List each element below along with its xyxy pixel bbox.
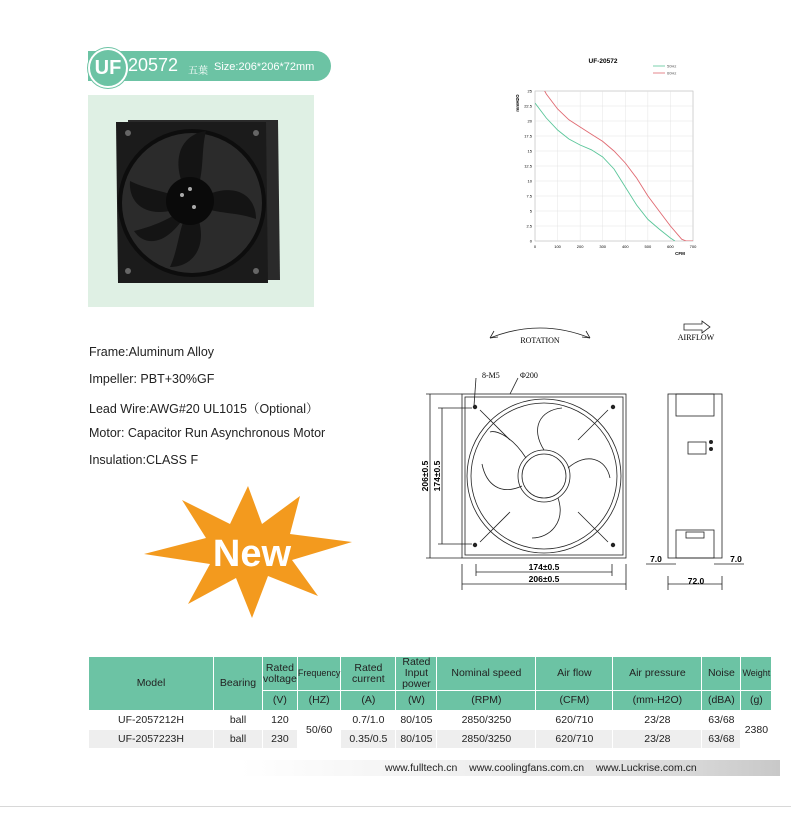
header-power: Rated Input power: [396, 657, 437, 691]
size-label: Size:206*206*72mm: [214, 61, 315, 73]
chart-y-label: mmH2O: [515, 94, 520, 112]
cell-frequency: 50/60: [297, 711, 341, 749]
cell-speed: 2850/3250: [437, 730, 536, 749]
x-tick-label: 200: [576, 244, 584, 249]
header-voltage: Rated voltage: [263, 657, 298, 691]
dim-206-vertical: 206±0.5: [420, 460, 430, 492]
header-speed: Nominal speed: [437, 657, 536, 691]
y-tick-label: 5: [529, 208, 532, 214]
rotation-label: ROTATION: [520, 336, 560, 345]
technical-drawing: [400, 318, 760, 593]
y-tick-label: 17.5: [524, 133, 532, 139]
cell-bearing: ball: [214, 730, 263, 749]
x-tick-label: 500: [644, 244, 652, 249]
header-noise: Noise: [702, 657, 741, 691]
header-bearing: Bearing: [214, 657, 263, 711]
cell-bearing: ball: [214, 711, 263, 730]
x-tick-label: 300: [599, 244, 607, 249]
fan-photo: [88, 95, 314, 307]
cell-speed: 2850/3250: [437, 711, 536, 730]
legend-label-50Hz: 50Hz: [667, 63, 677, 69]
chart-grid: [524, 89, 697, 250]
model-number: 20572: [128, 55, 179, 75]
unit-voltage: (V): [263, 691, 298, 711]
series-line-60Hz: [535, 70, 695, 241]
cell-model: UF-2057212H: [89, 711, 214, 730]
y-tick-label: 0: [529, 238, 532, 244]
diameter-label: Φ200: [520, 371, 538, 380]
unit-speed: (RPM): [437, 691, 536, 711]
header-airflow: Air flow: [536, 657, 613, 691]
chart-title: UF-20572: [588, 58, 618, 65]
spec-motor: Motor: Capacitor Run Asynchronous Motor: [89, 426, 326, 440]
front-view-frame: [462, 394, 626, 558]
unit-noise: (dBA): [702, 691, 741, 711]
cell-current: 0.35/0.5: [341, 730, 396, 749]
x-tick-label: 100: [554, 244, 561, 249]
performance-chart: [505, 55, 705, 265]
spec-lead-wire: Lead Wire:AWG#20 UL1015（Optional）: [89, 402, 319, 416]
x-tick-label: 700: [689, 244, 697, 249]
side-dim-7-left: 7.0: [650, 554, 662, 564]
cell-airflow: 620/710: [536, 730, 613, 749]
header-model: Model: [89, 657, 214, 711]
cell-weight: 2380: [741, 711, 772, 749]
header-current: Rated current: [341, 657, 396, 691]
chart-legend: [653, 64, 676, 76]
cell-airflow: 620/710: [536, 711, 613, 730]
footer-links: www.fulltech.cn www.coolingfans.com.cn www.Luckrise.com.cn: [385, 762, 697, 774]
header-frequency: Frequency: [297, 657, 341, 691]
x-tick-label: 0: [533, 244, 537, 249]
cell-current: 0.7/1.0: [341, 711, 396, 730]
unit-pressure: (mm-H2O): [613, 691, 702, 711]
table-row: [89, 730, 772, 749]
header-weight: Weight: [741, 657, 772, 691]
legend-label-60Hz: 60Hz: [667, 70, 677, 76]
side-dim-72: 72.0: [687, 576, 705, 586]
new-label: New: [212, 533, 292, 575]
unit-weight: (g): [741, 691, 772, 711]
cell-voltage: 230: [263, 730, 298, 749]
model-suffix: 五葉: [188, 66, 208, 77]
x-tick-label: 400: [621, 244, 629, 249]
y-tick-label: 10: [527, 178, 532, 184]
y-tick-label: 25: [527, 88, 532, 94]
cell-noise: 63/68: [702, 730, 741, 749]
y-tick-label: 22.5: [524, 103, 532, 109]
new-badge: [140, 484, 356, 622]
series-line-50Hz: [535, 103, 675, 241]
dim-206-horizontal: 206±0.5: [528, 574, 560, 584]
uf-logo: UF: [88, 48, 128, 88]
spec-table: [88, 656, 772, 749]
unit-power: (W): [396, 691, 437, 711]
table-row: [89, 711, 772, 730]
cell-model: UF-2057223H: [89, 730, 214, 749]
cell-power: 80/105: [396, 711, 437, 730]
airflow-arrow-icon: [684, 321, 710, 333]
unit-frequency: (HZ): [297, 691, 341, 711]
airflow-label: AIRFLOW: [677, 333, 715, 342]
side-dim-7-right: 7.0: [730, 554, 742, 564]
x-tick-label: 600: [667, 244, 674, 249]
cell-power: 80/105: [396, 730, 437, 749]
chart-x-label: CFM: [675, 251, 685, 256]
y-tick-label: 2.5: [526, 223, 532, 229]
cell-voltage: 120: [263, 711, 298, 730]
hole-label: 8-M5: [482, 371, 500, 380]
cell-pressure: 23/28: [613, 730, 702, 749]
y-tick-label: 12.5: [524, 163, 532, 169]
y-tick-label: 15: [527, 148, 532, 154]
dim-174-horizontal: 174±0.5: [528, 562, 560, 572]
cell-pressure: 23/28: [613, 711, 702, 730]
spec-impeller: Impeller: PBT+30%GF: [89, 372, 215, 386]
y-tick-label: 7.5: [526, 193, 532, 199]
dim-174-vertical: 174±0.5: [432, 460, 442, 492]
chart-series: [535, 70, 695, 241]
spec-insulation: Insulation:CLASS F: [89, 453, 199, 467]
unit-airflow: (CFM): [536, 691, 613, 711]
fan-image: [88, 95, 314, 307]
spec-frame: Frame:Aluminum Alloy: [89, 345, 215, 359]
y-tick-label: 20: [527, 118, 532, 124]
bottom-divider: [0, 806, 791, 807]
unit-current: (A): [341, 691, 396, 711]
header-pressure: Air pressure: [613, 657, 702, 691]
cell-noise: 63/68: [702, 711, 741, 730]
